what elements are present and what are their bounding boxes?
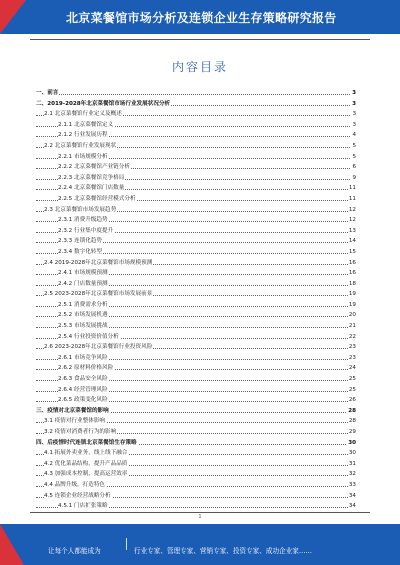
toc-entry[interactable] [36, 88, 356, 99]
toc-entry[interactable] [36, 427, 356, 438]
toc-entry-page: 32 [348, 469, 356, 480]
toc-entry-page: 3 [351, 109, 356, 120]
toc-entry-text: 2.3.3 连锁化趋势 [58, 236, 103, 247]
toc-entry-page: 34 [348, 491, 356, 502]
toc-entry-page: 28 [347, 406, 356, 417]
toc-entry[interactable] [36, 459, 356, 470]
toc-entry-page: 3 [351, 120, 356, 131]
toc-entry-page: 19 [348, 300, 356, 311]
toc-entry-page: 25 [348, 385, 356, 396]
toc-entry[interactable] [36, 141, 356, 152]
toc-entry[interactable] [36, 321, 356, 332]
toc-entry-text: 2.2.2 北京菜餐馆产业链分析 [58, 162, 131, 173]
toc-entry-text: 2.2 北京菜餐馆行业发展现状 [44, 141, 117, 152]
toc-entry-text: 2.2.4 北京菜餐馆门店数量 [58, 183, 125, 194]
toc-entry-page: 33 [348, 480, 356, 491]
toc-entry[interactable] [36, 279, 356, 290]
toc-entry[interactable] [36, 215, 356, 226]
toc-entry-text: 2.1 北京菜餐馆行业定义及概述 [44, 109, 123, 120]
toc-entry[interactable] [36, 501, 356, 512]
toc-entry-text: 2.1.1 北京菜餐馆定义 [58, 120, 114, 131]
toc-entry[interactable] [36, 205, 356, 216]
toc-entry-text: 2.6.2 原材料价格风险 [58, 363, 114, 374]
toc-entry[interactable] [36, 109, 356, 120]
toc-entry[interactable] [36, 152, 356, 163]
page-number: 1 [198, 514, 202, 520]
toc-entry[interactable] [36, 130, 356, 141]
toc-entry-text: 2.6.4 经营管理风险 [58, 385, 109, 396]
toc-leader-dots [36, 94, 350, 95]
toc-entry-text: 2.5.1 消费需求分析 [58, 300, 109, 311]
toc-entry-text: 4.5.1 门店扩张策略 [58, 501, 109, 512]
toc-entry[interactable] [36, 363, 356, 374]
toc-entry[interactable] [36, 247, 356, 258]
toc-entry[interactable] [36, 332, 356, 343]
toc-entry-text: 一、前言 [36, 88, 59, 99]
toc-title: 内容目录 [171, 60, 228, 74]
toc-entry-text: 二、2019-2028年北京菜餐馆市场行业发展状况分析 [36, 99, 171, 110]
toc-entry[interactable] [36, 289, 356, 300]
toc-entry-page: 5 [351, 141, 356, 152]
toc-entry-text: 2.2.5 北京菜餐馆经营模式分析 [58, 194, 137, 205]
toc-entry-page: 13 [348, 226, 356, 237]
toc-entry[interactable] [36, 183, 356, 194]
toc-entry-page: 21 [348, 321, 356, 332]
toc-entry-text: 4.4 品牌升级，打造特色 [44, 480, 106, 491]
toc-entry-page: 31 [348, 459, 356, 470]
toc-entry-text: 2.4.1 市场规模预测 [58, 268, 109, 279]
toc-entry-page: 24 [348, 363, 356, 374]
toc-entry-page: 34 [348, 501, 356, 512]
toc-entry-text: 3.2 疫情对消费者行为的影响 [44, 427, 117, 438]
toc-entry[interactable] [36, 342, 356, 353]
toc-entry-page: 9 [351, 173, 356, 184]
toc-entry-page: 30 [348, 448, 356, 459]
toc-entry-page: 20 [348, 310, 356, 321]
footer-accent-triangle [0, 524, 24, 565]
toc-entry-page: 16 [348, 258, 356, 269]
toc-entry-page: 30 [347, 438, 356, 449]
toc-entry[interactable] [36, 310, 356, 321]
toc-entry-text: 2.5.4 行业投资价值分析 [58, 332, 120, 343]
toc-entry-page: 11 [348, 194, 356, 205]
toc-entry-text: 2.4.2 门店数量预测 [58, 279, 109, 290]
toc-entry-page: 11 [348, 183, 356, 194]
toc-entry-text: 四、后疫情时代连锁北京菜餐馆生存策略 [36, 438, 138, 449]
toc-entry[interactable] [36, 469, 356, 480]
toc-entry-text: 2.5.3 市场发展挑战 [58, 321, 109, 332]
toc-entry-page: 3 [351, 88, 356, 99]
toc-entry-text: 2.6.5 政策变化风险 [58, 395, 109, 406]
toc-entry-page: 12 [348, 205, 356, 216]
footer-divider [126, 538, 127, 550]
toc-entry-page: 25 [348, 374, 356, 385]
toc-entry-text: 4.2 优化菜品结构，提升产品品质 [44, 459, 128, 470]
report-header [0, 0, 400, 34]
table-of-contents [36, 88, 356, 512]
toc-entry[interactable] [36, 268, 356, 279]
toc-entry-text: 2.3 北京菜餐馆市场发展趋势 [44, 205, 117, 216]
toc-entry[interactable] [36, 416, 356, 427]
toc-entry-page: 19 [348, 289, 356, 300]
toc-entry-page: 14 [348, 236, 356, 247]
toc-entry-text: 4.3 加强成本控制，提高运营效率 [44, 469, 128, 480]
footer-rule [30, 512, 370, 513]
toc-entry[interactable] [36, 300, 356, 311]
toc-entry[interactable] [36, 120, 356, 131]
toc-entry[interactable] [36, 438, 356, 449]
toc-entry-page: 4 [351, 130, 356, 141]
toc-entry-page: 16 [348, 268, 356, 279]
toc-entry-text: 2.3.4 数字化转型 [58, 247, 103, 258]
toc-entry-page: 5 [351, 152, 356, 163]
toc-entry-page: 29 [348, 427, 356, 438]
toc-entry-text: 三、疫情对北京菜餐馆的影响 [36, 406, 110, 417]
toc-entry-page: 23 [348, 353, 356, 364]
toc-entry-text: 2.2.3 北京菜餐馆竞争格局 [58, 173, 125, 184]
toc-entry[interactable] [36, 406, 356, 417]
toc-entry-page: 22 [348, 332, 356, 343]
toc-entry-page: 3 [351, 99, 356, 110]
toc-entry-text: 2.1.2 行业发展历程 [58, 130, 109, 141]
toc-entry-page: 26 [348, 395, 356, 406]
toc-entry-page: 6 [351, 162, 356, 173]
toc-entry-text: 3.1 疫情对行业整体影响 [44, 416, 106, 427]
toc-entry[interactable] [36, 258, 356, 269]
toc-entry[interactable] [36, 226, 356, 237]
toc-entry-page: 28 [348, 416, 356, 427]
toc-entry-text: 4.1 拓展外卖业务，线上线下融合 [44, 448, 128, 459]
toc-entry[interactable] [36, 395, 356, 406]
footer-roles: 行业专家、管理专家、营销专家、投资专家、成功企业家…… [134, 547, 313, 555]
toc-entry-text: 2.6 2023-2028年北京菜餐馆行业投资风险 [44, 342, 153, 353]
toc-entry[interactable] [36, 491, 356, 502]
toc-entry-text: 2.5 2023-2028年北京菜餐馆市场发展前景 [44, 289, 153, 300]
toc-entry[interactable] [36, 162, 356, 173]
footer-slogan: 让每个人都能成为 [48, 547, 101, 555]
toc-entry-page: 18 [348, 279, 356, 290]
toc-entry-page: 12 [348, 215, 356, 226]
report-title: 北京菜餐馆市场分析及连锁企业生存策略研究报告 [66, 11, 337, 25]
toc-entry[interactable] [36, 236, 356, 247]
toc-entry-page: 15 [348, 247, 356, 258]
toc-entry[interactable] [36, 99, 356, 110]
toc-entry-text: 2.3.1 消费升级趋势 [58, 215, 109, 226]
toc-entry[interactable] [36, 353, 356, 364]
header-accent-triangle [0, 0, 26, 34]
toc-entry[interactable] [36, 448, 356, 459]
toc-entry[interactable] [36, 385, 356, 396]
toc-entry-text: 2.3.2 行业集中度提升 [58, 226, 114, 237]
header-rule [30, 39, 370, 40]
toc-entry-text: 2.4 2019-2028年北京菜餐馆市场规模预测 [44, 258, 153, 269]
toc-entry-text: 2.6.3 食品安全风险 [58, 374, 109, 385]
toc-entry-text: 2.2.1 市场规模分析 [58, 152, 109, 163]
toc-entry-text: 2.5.2 市场发展机遇 [58, 310, 109, 321]
toc-entry[interactable] [36, 374, 356, 385]
toc-entry[interactable] [36, 173, 356, 184]
toc-entry-text: 4.5 连锁企业经营战略分析 [44, 491, 112, 502]
toc-entry-page: 23 [348, 342, 356, 353]
toc-entry[interactable] [36, 194, 356, 205]
toc-entry-text: 2.6.1 市场竞争风险 [58, 353, 109, 364]
toc-entry[interactable] [36, 480, 356, 491]
